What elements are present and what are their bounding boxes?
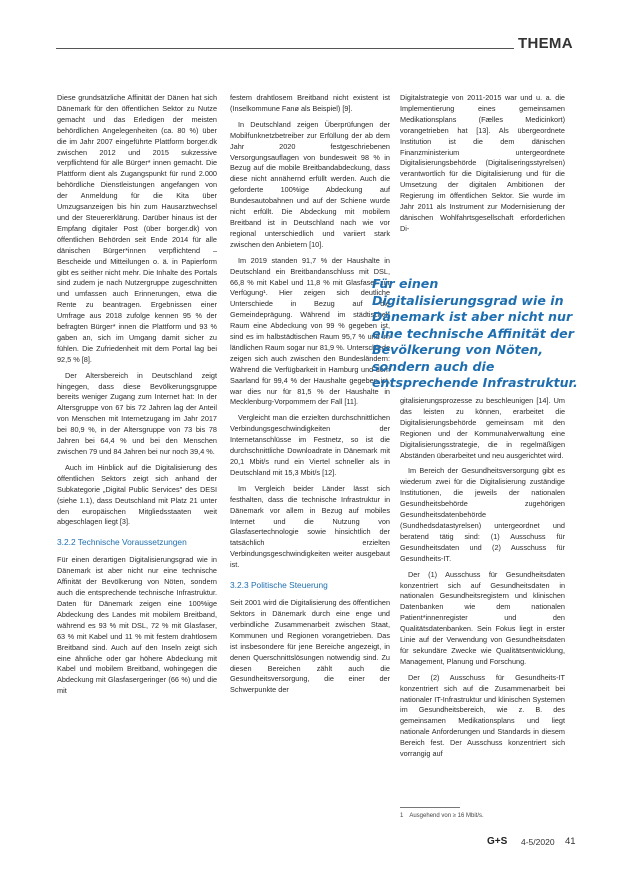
paragraph: gitalisierungsprozesse zu beschleunigen [14]. Um das leisten zu können, erarbeitet die Digitalisierungsbehörde gemeinsam mit den Regionen und der Kommunalverwaltung eine Digitalisierungsstrategie, die in regelmäßigen Abständen überarbeitet und neu ausgerichtet wird. [400, 396, 565, 460]
column-1 [57, 93, 217, 702]
section-heading-technical: 3.2.2 Technische Voraussetzungen [57, 537, 187, 548]
column-3-top [400, 93, 565, 240]
pull-quote: Für einen Digitalisierungsgrad wie in Dänemark ist aber nicht nur eine technische Affinität der Bevölkerung von Nöten, sondern auch die entsprechende Infrastruktur. [372, 276, 578, 390]
paragraph: Der (1) Ausschuss für Gesundheitsdaten konzentriert sich auf Gesundheitsdaten in nationalen Gesundheitsregistern und klinischen Datenbanken wie dem nationalen Patient*innenregister und den Qualitätsdatenbanken. Sein Fokus liegt in erster Linie auf der Verwendung von Gesundheitsdaten für sekundäre Zwecke wie Qualitätsentwicklung, Management, Planung und Forschung. [400, 569, 565, 666]
page-number: 41 [565, 836, 576, 847]
paragraph: Im 2019 standen 91,7 % der Haushalte in Deutschland ein Breitbandanschluss mit DSL, 66,8 % mit Kabel und 11,8 % mit Glasfaser zur Verfügung¹. Hier zeigen sich deutliche Unterschiede in Bezug auf die Gemeindeprägung. Während im städtischen Raum eine Abdeckung von 99 % gegeben ist, sind es im halbstädtischen Raum 95,7 % und im ländlichen Raum sogar nur 81,9 %. Unterschiede zeigen sich auch zwischen den Bundesländern: Während die Verfügbarkeit in Hamburg und dem Saarland für 99,4 % der Haushalte gegeben ist, war dies nur für 81,5 % der Haushalte in Mecklenburg-Vorpommern der Fall [11]. [230, 255, 390, 407]
paragraph: Der Altersbereich in Deutschland zeigt hingegen, dass diese Bevölkerungsgruppe bereits weniger Zugang zum Internet hat: In der Altersgruppe von 67 bis 72 Jahren lag der Anteil von Menschen mit Internetzugang im Jahr 2017 bei 80,9 %, in der Altersgruppe von 73 bis 78 Jahren bei 64,4 % und bei den Menschen zwischen 79 und 84 Jahren bei nur noch 39,4 %. [57, 370, 217, 456]
header-rule [56, 48, 514, 49]
paragraph: Im Vergleich beider Länder lässt sich festhalten, dass die technische Infrastruktur in Dänemark vor allem in Bezug auf mobiles Internet und die Nutzung von Glasfasertechnologie sowie hinsichtlich der tatsächlich erzielten Verbindungsgeschwindigkeiten weiter ausgebaut ist. [230, 483, 390, 570]
footnote-text: Ausgehend von ≥ 16 Mbit/s. [409, 813, 484, 819]
issue-number: 4-5/2020 [521, 837, 555, 847]
paragraph: Digitalstrategie von 2011-2015 war und u. a. die Implementierung eines gemeinsamen Medikationsplans (Fælles Medicinkort) vorangetrieben hat [13]. Als übergeordnete Institution ist die dem dänischen Finanzministerium untergeordnete Digitalisierungsbehörde (Digitaliseringsstyrelsen) verantwortlich für die Digitalisierung und für die Umsetzung der digitalen Ambitionen der Regierung im öffentlichen Sektor. Sie wurde im Jahr 2011 als Instrument zur Modernisierung der dänischen Wohlfahrtsgesellschaft erforderlichen Di- [400, 93, 565, 233]
paragraph: In Deutschland zeigen Überprüfungen der Mobilfunknetzbetreiber zur Erfüllung der ab dem Jahr 2020 festgeschriebenen Versorgungsauflagen von bundesweit 98 % in Bezug auf die mobile Breitbandabdeckung, dass diese nicht annähernd erfüllt werden. Auch die geforderte 100%ige Abdeckung auf Bundesautobahnen und auf der Schiene wurde nicht erfüllt. Die Abdeckung mit mobilem Breitband ist in Deutschland nach wie vor regional unterschiedlich und variiert stark zwischen den Anbietern [10]. [230, 119, 390, 249]
section-heading-political: 3.2.3 Politische Steuerung [230, 580, 328, 591]
footnote-number: 1 [400, 813, 404, 819]
paragraph: Seit 2001 wird die Digitalisierung des öffentlichen Sektors in Dänemark durch eine enge und verbindliche Zusammenarbeit zwischen Staat, Kommunen und Regionen vorangetrieben. Das ist insbesondere für jene Bereiche angezeigt, in denen Querschnittslösungen notwendig sind. Zu diesen Bereichen zählt auch die Gesundheitsversorgung, die einer der Schwerpunkte der [230, 598, 390, 695]
journal-logo: G+S [487, 836, 508, 847]
footnote-rule [400, 807, 460, 808]
column-2 [230, 93, 390, 701]
paragraph: Der (2) Ausschuss für Gesundheits-IT konzentriert sich auf die Zusammenarbeit bei nationaler IT-Infrastruktur und klinischen Systemen im Gesundheitsbereich, wie z. B. des gemeinsamen Medikationsplans und liegt nationale Anforderungen und Standards in diesem Bereich fest. Der Ausschuss konzentriert sich vorrangig auf [400, 672, 565, 759]
paragraph: Auch im Hinblick auf die Digitalisierung des öffentlichen Sektors zeigt sich anhand der Subkategorie „Digital Public Services" des DESI (siehe 1.1), dass Deutschland mit Platz 21 unter den europäischen Mitgliedsstaaten weit abgeschlagen liegt [3]. [57, 462, 217, 527]
paragraph: Für einen derartigen Digitalisierungsgrad wie in Dänemark ist aber nicht nur eine technische Affinität der Bevölkerung von Nöten, sondern auch die entsprechende technische Infrastruktur. Daten für Dänemark zeigen eine 100%ige Abdeckung des Landes mit mobilem Breitband, während es 93 % mit DSL, 72 % mit Glasfaser, 63 % mit Kabel und 11 % mit festem drahtlosem Breitband sind. Auch auf den Inseln zeigt sich eine ähnliche oder gar höhere Abdeckung mit Kabel und mobilem Breitband, wohingegen die Abdeckung mit Glasfasergeringer (66 %) und die mit [57, 555, 217, 696]
footnote [400, 812, 570, 820]
column-3-bottom [400, 396, 565, 765]
paragraph: Im Bereich der Gesundheitsversorgung gibt es wiederum zwei für die Digitalisierung zuständige Institutionen, die jeweils der nationalen Gesundheitsbehörde zugehörigen Gesundheitsdatenbehörde (Sundhedsdatastyrelsen) untergeordnet und beratend tätig sind: (1) Ausschuss für Gesundheitsdaten und (2) Ausschuss für Gesundheits-IT. [400, 466, 565, 563]
paragraph: festem drahtlosem Breitband nicht existent ist (Inselkommune Fanø als Beispiel) [9]. [230, 93, 390, 113]
paragraph: Vergleicht man die erzielten durchschnittlichen Verbindungsgeschwindigkeiten der Internetanschlüsse im Festnetz, so ist die durchschnittliche Downloadrate in Dänemark mit 20,1 Mbit/s rund ein Viertel schneller als in Deutschland mit 15,3 Mbit/s [12]. [230, 413, 390, 477]
section-title: THEMA [518, 35, 573, 52]
paragraph: Diese grundsätzliche Affinität der Dänen hat sich Dänemark für den öffentlichen Sektor zu Nutze gemacht und das Erledigen der meisten behördlichen Angelegenheiten (ca. 80 %) über die im Jahr 2007 eingeführte Plattform borger.dk zwischen 2012 und 2015 sukzessive verpflichtend für alle Bürger* innen gemacht. Die Plattform dient als Zugangspunkt für rund 2.000 behördliche Dienstleistungen angefangen von der Anmeldung für die Kita über Umzugsanzeigen bis hin zum Hausarztwechsel und der Steuererklärung. Darüber hinaus ist der Empfang digitaler Post (über borger.dk) von öffentlichen Behörden seit Ende 2014 für alle dänischen Bürger*innen verpflichtend – Bescheide und Mitteilungen o. ä. in Papierform gibt es seither nicht mehr. Die Inhalte des Portals sind zudem je nach Nutzergruppe zugeschnitten und umfassen auch Erinnerungen, etwa die Rente zu beantragen. Ergebnissen einer Umfrage aus 2018 zufolge kennen 95 % der befragten Bürger* innen die Plattform und 93 % gaben an, sich im Umgang damit sicher zu fühlen. Die Zufriedenheit mit dem Portal lag bei 92,5 % [8]. [57, 93, 217, 364]
